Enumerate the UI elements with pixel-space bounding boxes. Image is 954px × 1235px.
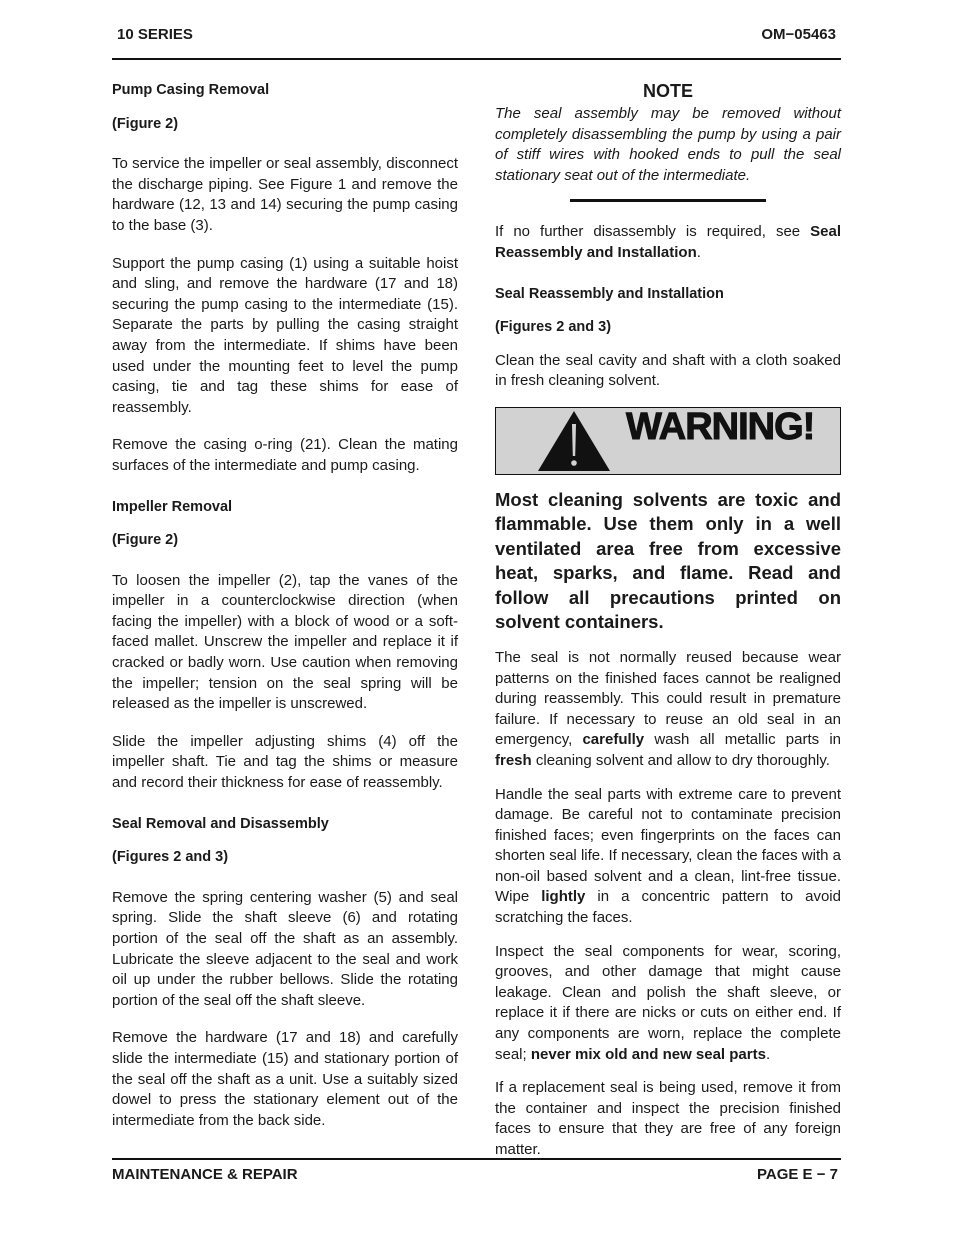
- paragraph-seal-reuse: [495, 648, 841, 772]
- emphasis: never mix old and new seal parts: [530, 1045, 766, 1063]
- warning-label: WARNING!: [626, 405, 815, 448]
- emphasis: fresh: [495, 751, 532, 769]
- paragraph: Remove the hardware (17 and 18) and carefully slide the intermediate (15) and stationary portion of the seal off the shaft as a unit. Use a suitably sized dowel to press the stationary element out of the intermediate from the back side.: [112, 1029, 458, 1129]
- section-heading-seal-removal: Seal Removal and Disassembly: [112, 815, 329, 832]
- paragraph-inspect-seal: [495, 942, 841, 1066]
- text-run: wash all metallic parts in: [644, 731, 841, 749]
- section-label: MAINTENANCE & REPAIR: [112, 1166, 298, 1183]
- series-label: 10 SERIES: [117, 26, 193, 43]
- emphasis: lightly: [541, 888, 586, 906]
- warning-banner: [495, 407, 841, 475]
- paragraph: Remove the spring centering washer (5) and seal spring. Slide the shaft sleeve (6) and rotating portion of the seal off the shaft as an assembly. Lubricate the sleeve adjacent to the seal and work oil up under the rubber bellows. Slide the rotating portion of the seal off the shaft sleeve.: [112, 888, 458, 1009]
- text-run: Handle the seal parts with extreme care to prevent damage. Be careful not to contaminate precision finished faces; even fingerprints on the faces can shorten seal life. If necessary, clean the faces with a non-oil based solvent and a clean, lint-free tissue. Wipe: [495, 785, 841, 906]
- left-column: [112, 80, 458, 1131]
- figure-reference: (Figure 2): [112, 115, 179, 132]
- paragraph-further-disassembly: [495, 222, 841, 263]
- paragraph: To service the impeller or seal assembly, disconnect the discharge piping. See Figure 1 and remove the hardware (12, 13 and 14) securing the pump casing to the base (3).: [112, 155, 458, 234]
- text-run: cleaning solvent and allow to dry thoroughly.: [531, 751, 830, 769]
- warning-text: Most cleaning solvents are toxic and flammable. Use them only in a well ventilated area free from excessive heat, sparks, and flame. Read and follow all precautions printed on solvent containers.: [495, 488, 841, 633]
- text-run: .: [696, 243, 701, 261]
- header-rule: [112, 58, 841, 60]
- paragraph-replacement-seal: If a replacement seal is being used, remove it from the container and inspect the precision finished faces to ensure that they are free of any foreign matter.: [495, 1079, 841, 1158]
- section-heading-pump-casing-removal: Pump Casing Removal: [112, 82, 270, 98]
- note-title: NOTE: [642, 81, 693, 101]
- paragraph: To loosen the impeller (2), tap the vanes of the impeller in a counterclockwise direction (when facing the impeller) with a block of wood or a soft-faced mallet. Unscrew the impeller and replace it if cracked or badly worn. Use caution when removing the impeller; tension on the seal spring will be released as the impeller is unscrewed.: [112, 571, 458, 713]
- paragraph: Clean the seal cavity and shaft with a cloth soaked in fresh cleaning solvent.: [495, 351, 841, 390]
- text-run: Inspect the seal components for wear, scoring, grooves, and other damage that might cause leakage. Clean and polish the shaft sleeve, or replace it if there are nicks or cuts on either end. If any components are worn, replace the complete seal;: [495, 942, 841, 1063]
- text-run: If no further disassembly is required, see: [495, 223, 811, 241]
- cross-reference: Seal Reassembly and Installation: [495, 223, 841, 261]
- paragraph: Remove the casing o-ring (21). Clean the mating surfaces of the intermediate and pump casing.: [112, 436, 458, 474]
- note-rule: [570, 199, 766, 202]
- paragraph: Slide the impeller adjusting shims (4) off the impeller shaft. Tie and tag the shims or measure and record their thickness for ease of reassembly.: [112, 732, 458, 792]
- figure-reference: (Figures 2 and 3): [495, 319, 612, 336]
- note-text: The seal assembly may be removed without completely disassembling the pump by using a pair of stiff wires with hooked ends to pull the seal stationary seat out of the intermediate.: [495, 105, 841, 184]
- emphasis: carefully: [582, 731, 645, 749]
- figure-reference: (Figures 2 and 3): [112, 849, 229, 866]
- paragraph-handle-seal: [495, 785, 841, 929]
- section-heading-impeller-removal: Impeller Removal: [112, 498, 233, 515]
- text-run: The seal is not normally reused because wear patterns on the finished faces cannot be realigned during reassembly. This could result in premature failure. If necessary to reuse an old seal in an emergency,: [495, 648, 841, 749]
- text-run: .: [765, 1045, 771, 1063]
- paragraph: Support the pump casing (1) using a suitable hoist and sling, and remove the hardware (17 and 18) securing the pump casing to the intermediate (15). Separate the parts by pulling the casing straight away from the intermediate. If shims have been used under the mounting feet to level the pump casing, tie and tag these shims for ease of reassembly.: [112, 254, 458, 416]
- note-block: [495, 80, 841, 202]
- document-number: OM−05463: [761, 26, 836, 43]
- footer-rule: [112, 1158, 841, 1160]
- figure-reference: (Figure 2): [112, 532, 179, 549]
- text-run: in a concentric pattern to avoid scratching the faces.: [495, 888, 841, 927]
- right-column: [495, 80, 841, 1161]
- page-number: PAGE E − 7: [756, 1166, 838, 1183]
- section-heading-seal-reassembly: Seal Reassembly and Installation: [495, 285, 724, 302]
- warning-triangle-icon: [536, 410, 612, 472]
